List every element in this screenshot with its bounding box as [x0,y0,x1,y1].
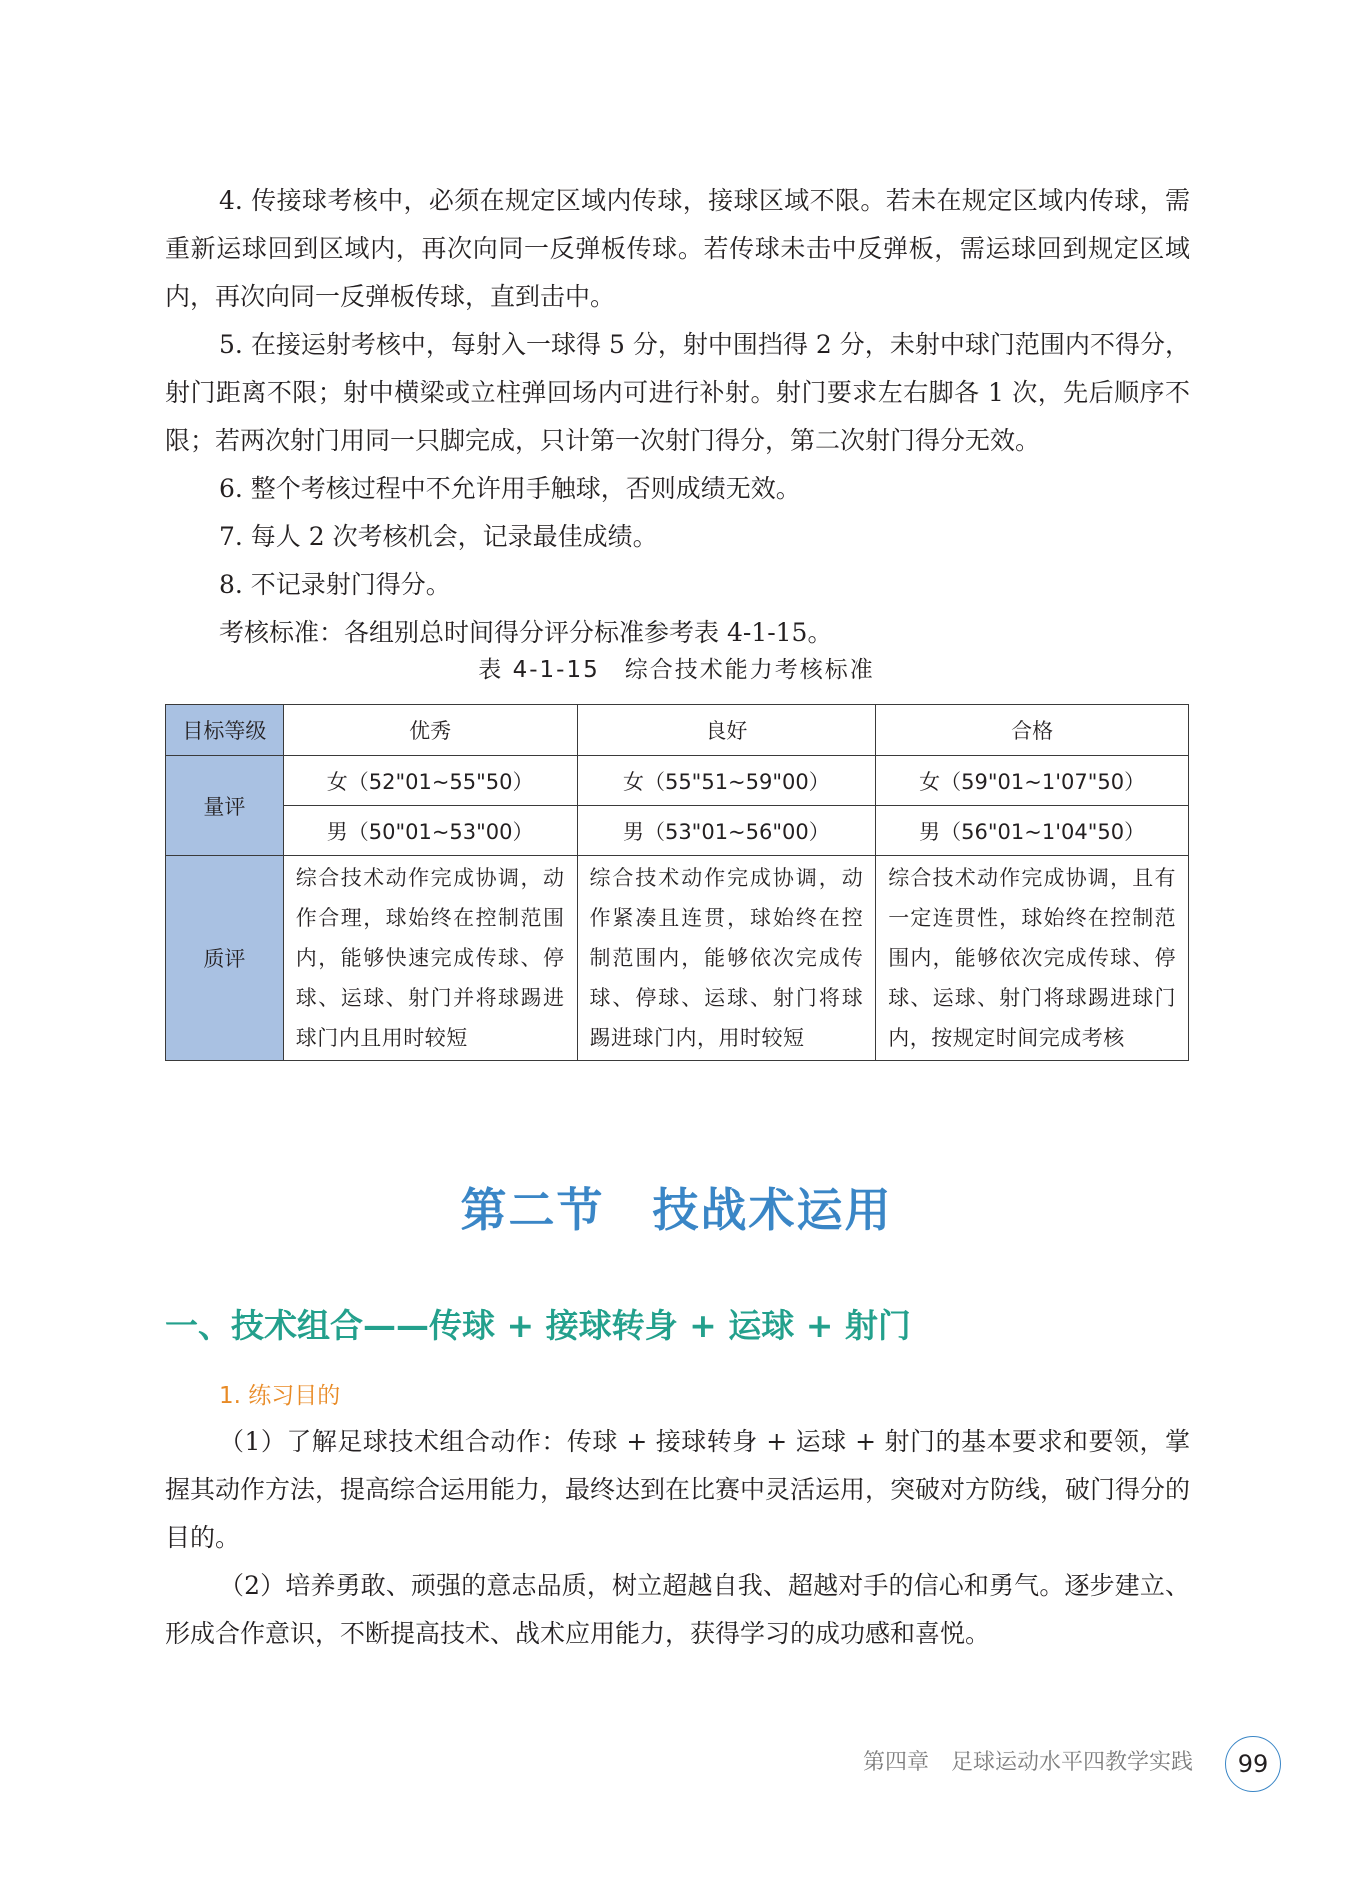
row-label-qualitative: 质评 [166,856,284,1061]
page-number-badge: 99 [1225,1736,1281,1792]
header-cell-level: 目标等级 [166,705,284,756]
objective-paragraph-1: （1）了解足球技术组合动作：传球 + 接球转身 + 运球 + 射门的基本要求和要领，掌握其动作方法，提高综合运用能力，最终达到在比赛中灵活运用，突破对方防线，破门得分的目的。 [165,1427,1191,1552]
rule-paragraph-8: 8. 不记录射门得分。 [219,570,451,599]
male-pass-cell: 男（56"01~1'04"50） [876,806,1189,856]
rule-paragraph-6: 6. 整个考核过程中不允许用手触球，否则成绩无效。 [219,474,801,503]
table-header-row [166,705,1189,756]
qualitative-good-cell: 综合技术动作完成协调，动作紧凑且连贯，球始终在控制范围内，能够依次完成传球、停球、运球、射门将球踢进球门内，用时较短 [577,856,876,1061]
table-row-qualitative [166,856,1189,1061]
table-row-female [166,756,1189,806]
assessment-standard-table [165,704,1189,1061]
rule-paragraph-7: 7. 每人 2 次考核机会，记录最佳成绩。 [219,522,658,551]
table-row-male [166,806,1189,856]
male-good-cell: 男（53"01~56"00） [577,806,876,856]
qualitative-pass-cell: 综合技术动作完成协调，且有一定连贯性，球始终在控制范围内，能够依次完成传球、停球、运球、射门将球踢进球门内，按规定时间完成考核 [876,856,1189,1061]
header-cell-excellent: 优秀 [283,705,577,756]
header-cell-pass: 合格 [876,705,1189,756]
female-pass-cell: 女（59"01~1'07"50） [876,756,1189,806]
female-good-cell: 女（55"51~59"00） [577,756,876,806]
row-label-quantitative: 量评 [166,756,284,856]
subsection-heading: 一、技术组合——传球 + 接球转身 + 运球 + 射门 [165,1306,911,1345]
rule-paragraph-5: 5. 在接运射考核中，每射入一球得 5 分，射中围挡得 2 分，未射中球门范围内不得分，射门距离不限；射中横梁或立柱弹回场内可进行补射。射门要求左右脚各 1 次，先后顺序不限；若两次射门用同一只脚完成，只计第一次射门得分，第二次射门得分无效。 [165,330,1190,455]
male-excellent-cell: 男（50"01~53"00） [283,806,577,856]
qualitative-excellent-cell: 综合技术动作完成协调，动作合理，球始终在控制范围内，能够快速完成传球、停球、运球、射门并将球踢进球门内且用时较短 [283,856,577,1061]
rule-paragraph-4: 4. 传接球考核中，必须在规定区域内传球，接球区域不限。若未在规定区域内传球，需重新运球回到区域内，再次向同一反弹板传球。若传球未击中反弹板，需运球回到规定区域内，再次向同一反弹板传球，直到击中。 [165,186,1190,311]
header-cell-good: 良好 [577,705,876,756]
objective-paragraph-2: （2）培养勇敢、顽强的意志品质，树立超越自我、超越对手的信心和勇气。逐步建立、形成合作意识，不断提高技术、战术应用能力，获得学习的成功感和喜悦。 [165,1571,1190,1648]
section-title: 第二节 技战术运用 [460,1183,893,1237]
table-caption: 表 4-1-15 综合技术能力考核标准 [478,657,875,683]
assessment-standard-line: 考核标准：各组别总时间得分评分标准参考表 4-1-15。 [219,618,833,647]
practice-goal-heading: 1. 练习目的 [219,1383,341,1409]
female-excellent-cell: 女（52"01~55"50） [283,756,577,806]
chapter-footer: 第四章 足球运动水平四教学实践 [862,1750,1193,1775]
